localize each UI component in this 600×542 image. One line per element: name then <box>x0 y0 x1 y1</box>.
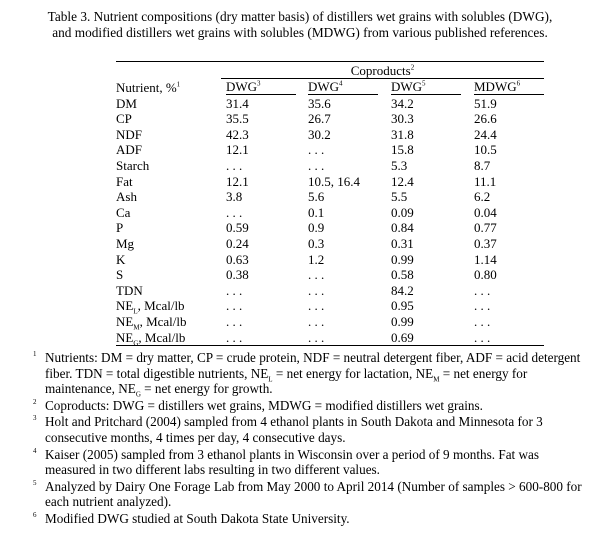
table-cell: 5.5 <box>391 189 408 205</box>
table-row <box>116 95 544 111</box>
group-header-row <box>116 62 544 79</box>
row-label: $NE_M$, Mcal/lb <box>116 313 187 332</box>
table-cell: 51.9 <box>474 95 497 111</box>
table-cell: 31.4 <box>226 95 249 111</box>
table-cell: . . . <box>303 329 386 345</box>
table-body <box>116 95 544 348</box>
footnote-marker: 1 <box>33 350 37 358</box>
table-cell: 0.37 <box>474 235 497 251</box>
table-cell: . . . <box>308 313 325 329</box>
table-cell: . . . <box>226 204 243 220</box>
table-cell: 34.2 <box>391 95 414 111</box>
table-cell: 0.84 <box>391 220 414 236</box>
column-header-dwg-5: DWG$^5$ <box>386 79 469 96</box>
table-cell: . . . <box>308 267 325 283</box>
table-row <box>116 329 544 345</box>
table-cell: 42.3 <box>226 126 249 142</box>
table-row <box>116 157 544 173</box>
table-cell: 0.9 <box>308 220 325 236</box>
table-cell: 0.69 <box>386 329 469 345</box>
column-header-row <box>116 79 544 96</box>
table-cell: . . . <box>469 329 544 345</box>
footnote-marker: 5 <box>33 478 37 487</box>
row-label: $NE_G$, Mcal/lb <box>116 329 221 345</box>
row-label: $NE_L$, Mcal/lb <box>116 298 185 316</box>
footnote-5: 5 Analyzed by Dairy One Forage Lab from May 2000 to April 2014 (Number of samples > 600-800 for each nutrient analyzed). <box>0 479 600 510</box>
table-row <box>116 173 544 189</box>
row-label: TDN <box>116 282 143 298</box>
table-row <box>116 282 544 298</box>
column-header-dwg-3: DWG$^3$ <box>221 79 303 96</box>
footnote-marker: 2 <box>33 397 37 406</box>
table-cell: 0.38 <box>226 267 249 283</box>
table-row <box>116 189 544 205</box>
table-cell: . . . <box>226 298 243 314</box>
table-cell: . . . <box>308 282 325 298</box>
table-cell: 30.2 <box>308 126 331 142</box>
table-cell: . . . <box>308 298 325 314</box>
table-cell: . . . <box>226 157 243 173</box>
table-caption <box>0 9 600 41</box>
column-header-mdwg-6: MDWG$^6$ <box>469 79 544 96</box>
row-label: CP <box>116 111 132 127</box>
footnote-1: 1 Nutrients: DM = dry matter, CP = crude protein, NDF = neutral detergent fiber, ADF = acid detergent fiber. TDN = total digestible nutrients, $NE_L$ = net energy for lactation, $NE_M$ = net energy for maintenance, $NE_G$ = net energy for growth. <box>0 350 600 397</box>
caption-line-1: Table 3. Nutrient compositions (dry matter basis) of distillers wet grains with solubles (DWG), <box>47 9 553 24</box>
table-cell: 12.1 <box>226 173 249 189</box>
table-cell: 12.4 <box>391 173 414 189</box>
table-cell: 3.8 <box>226 189 243 205</box>
footnote-marker: 4 <box>33 446 37 455</box>
table-cell: . . . <box>226 282 243 298</box>
table-cell: 6.2 <box>474 189 491 205</box>
row-label: P <box>116 220 124 236</box>
row-label: Ash <box>116 189 137 205</box>
table-row <box>116 220 544 236</box>
table-cell: 0.3 <box>308 235 325 251</box>
row-label: NDF <box>116 126 143 142</box>
table-row <box>116 204 544 220</box>
table-cell: 35.5 <box>226 111 249 127</box>
table-cell: . . . <box>474 313 491 329</box>
row-label: S <box>116 267 124 283</box>
row-label: DM <box>116 95 137 111</box>
table-cell: 11.1 <box>474 173 497 189</box>
footnote-3: 3 Holt and Pritchard (2004) sampled from 4 ethanol plants in South Dakota and Minnesota for 3 consecutive months, 4 times per day, 4 consecutive days. <box>0 414 600 445</box>
table-cell: 0.31 <box>391 235 414 251</box>
table-cell: . . . <box>221 329 303 345</box>
table-cell: 26.7 <box>308 111 331 127</box>
table-cell: 0.59 <box>226 220 249 236</box>
table-cell: 5.6 <box>308 189 325 205</box>
table-cell: 24.4 <box>474 126 497 142</box>
table-cell: 0.04 <box>474 204 497 220</box>
footnotes <box>0 350 600 528</box>
row-label: ADF <box>116 142 143 158</box>
table-cell: 0.24 <box>226 235 249 251</box>
table-cell: 31.8 <box>391 126 414 142</box>
table-row <box>116 298 544 314</box>
table-cell: . . . <box>226 313 243 329</box>
row-label: K <box>116 251 126 267</box>
table-cell: 0.99 <box>391 251 414 267</box>
table-row <box>116 313 544 329</box>
table-cell: 12.1 <box>226 142 249 158</box>
table-cell: 0.80 <box>474 267 497 283</box>
table-row <box>116 251 544 267</box>
table-row <box>116 111 544 127</box>
table-cell: 8.7 <box>474 157 491 173</box>
table-cell: 10.5, 16.4 <box>308 173 360 189</box>
footnote-4: 4 Kaiser (2005) sampled from 3 ethanol plants in Wisconsin over a period of 9 months. Fat was measured in two different labs resulting in two different values. <box>0 447 600 478</box>
coproducts-header: Coproducts$^2$ <box>221 62 544 79</box>
table-cell: 26.6 <box>474 111 497 127</box>
table-cell: 84.2 <box>391 282 414 298</box>
table-cell: 0.58 <box>391 267 414 283</box>
table-row <box>116 267 544 283</box>
table-cell: 1.2 <box>308 251 325 267</box>
table-cell: 35.6 <box>308 95 331 111</box>
row-label: Ca <box>116 204 131 220</box>
table-row <box>116 142 544 158</box>
table-row <box>116 235 544 251</box>
table-cell: 10.5 <box>474 142 497 158</box>
footnote-marker: 3 <box>33 414 37 423</box>
footnote-2: 2 Coproducts: DWG = distillers wet grains, MDWG = modified distillers wet grains. <box>0 398 600 414</box>
footnote-marker: 6 <box>33 510 37 519</box>
column-header-dwg-4: DWG$^4$ <box>303 79 386 96</box>
nutrient-table <box>116 61 544 346</box>
caption-line-2: and modified distillers wet grains with solubles (MDWG) from various published references. <box>52 25 548 40</box>
table-cell: 0.77 <box>474 220 497 236</box>
table-cell: . . . <box>474 298 491 314</box>
table-cell: 0.95 <box>391 298 414 314</box>
table-cell: 0.63 <box>226 251 249 267</box>
footnote-6: 6 Modified DWG studied at South Dakota State University. <box>0 511 600 527</box>
table-cell: 0.09 <box>391 204 414 220</box>
table-cell: . . . <box>308 157 325 173</box>
table-cell: 15.8 <box>391 142 414 158</box>
table-cell: 5.3 <box>391 157 408 173</box>
row-label: Starch <box>116 157 150 173</box>
table-row <box>116 126 544 142</box>
nutrient-column-header: Nutrient, %$^1$ <box>116 80 181 95</box>
row-label: Mg <box>116 235 135 251</box>
table-cell: . . . <box>474 282 491 298</box>
table-cell: 30.3 <box>391 111 414 127</box>
table-cell: 1.14 <box>474 251 497 267</box>
row-label: Fat <box>116 173 133 189</box>
table-cell: 0.1 <box>308 204 325 220</box>
table-cell: 0.99 <box>391 313 414 329</box>
table-cell: . . . <box>308 142 325 158</box>
